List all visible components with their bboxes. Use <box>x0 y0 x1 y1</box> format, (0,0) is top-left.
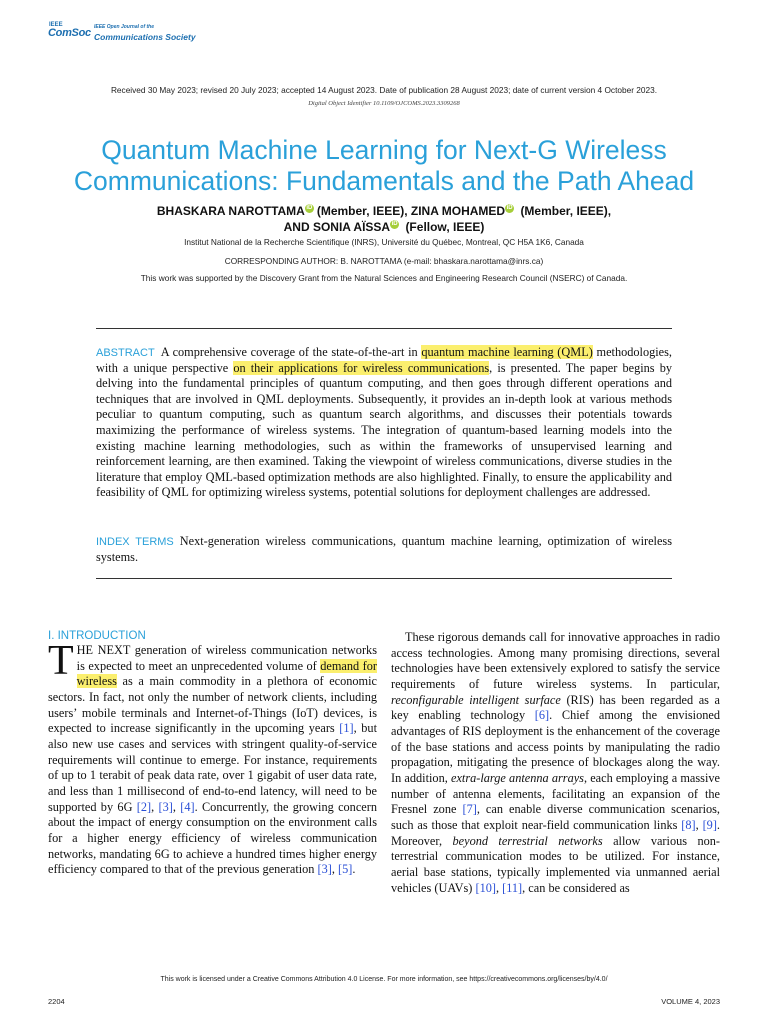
body-highlight[interactable]: demand for wireless <box>76 658 377 689</box>
citation-link[interactable]: [3] <box>317 862 332 877</box>
orcid-icon[interactable]: iD <box>506 205 513 211</box>
logo-comsoc-text: ComSoc <box>48 27 91 39</box>
index-terms-label: INDEX TERMS <box>96 536 174 548</box>
logo-ieee-text: IEEE <box>49 22 63 28</box>
body-text: . Chief among the envisioned advantages of RIS deployment is the enhancement of the coverage of the base stations and access points by manipulating the radio propagation, mitigating the presence of blockages along the way. In addition, <box>391 708 720 785</box>
abstract-text-2: methodologies, with a unique perspective <box>96 345 672 375</box>
paper-title <box>0 135 768 197</box>
body-text: , can enable diverse communication scenarios, such as those that exploit near-field communication links <box>391 802 720 832</box>
abstract-text-3: , is presented. The paper begins by delving into the fundamental principles of quantum computing, and then goes through different operations and techniques that are involved in QML deployments. Subsequently, it provides an in-depth look at various methods peculiar to quantum computing, such as quantum search algorithms, and discusses their potentials towards maximizing the performance of wireless systems. The integration of quantum-based learning models into the existing machine learning methodologies, such as within the frameworks of unsupervised learning and reinforcement learning, are then examined. Taking the viewpoint of wireless communications, diverse studies in the literature that employ QML-based optimization methods are also highlighted. Finally, to ensure the applicability and feasibility of QML for optimizing wireless systems, potential solutions for deployment challenges are addressed. <box>96 360 672 500</box>
abstract-highlight-2[interactable]: on their applications for wireless communications <box>233 360 490 375</box>
received-dates: Received 30 May 2023; revised 20 July 2023; accepted 14 August 2023. Date of publication 28 August 2023; date of current version 4 October 2023. <box>110 85 658 95</box>
body-italic: reconfigurable intelligent surface <box>391 692 561 707</box>
abstract <box>96 345 672 501</box>
body-text: allow various non-terrestrial communication modes to be utilized. For instance, aerial base stations, typically implemented via unmanned aerial vehicles (UAVs) <box>391 833 720 895</box>
body-column-right <box>391 630 720 896</box>
abstract-label: ABSTRACT <box>96 347 155 359</box>
body-italic: beyond terrestrial networks <box>452 833 603 848</box>
divider-top <box>96 328 672 329</box>
body-text: , can be considered as <box>522 880 630 895</box>
paper-title-line2: Communications: Fundamentals and the Path Ahead <box>73 166 695 196</box>
orcid-icon[interactable]: iD <box>306 205 313 211</box>
body-column-left <box>48 630 377 878</box>
citation-link[interactable]: [11] <box>502 880 523 895</box>
citation-link[interactable]: [7] <box>462 802 477 817</box>
citation-link[interactable]: [8] <box>681 817 696 832</box>
orcid-icon[interactable]: iD <box>391 220 398 227</box>
author-role-2: (Member, IEEE), <box>520 204 612 218</box>
index-terms <box>96 534 672 565</box>
journal-name-line2: Communications Society <box>94 32 196 42</box>
body-text: . Moreover, <box>391 817 720 848</box>
citation-link[interactable]: [9] <box>702 817 717 832</box>
section-heading: I. INTRODUCTION <box>48 630 146 642</box>
citation-link[interactable]: [3] <box>158 799 173 814</box>
corresponding-author: CORRESPONDING AUTHOR: B. NAROTTAMA (e-mail: bhaskara.narottama@inrs.ca) <box>224 256 544 266</box>
body-text: , but also new use cases and services with stringent quality-of-service requirements will continue to emerge. For instance, requirements of up to 1 terabit of peak data rate, over 1 gigabit of user data rate, and less than 1 millisecond of end-to-end latency, will need to be supported by 6G <box>48 721 377 814</box>
author-list <box>0 204 768 235</box>
citation-link[interactable]: [10] <box>475 880 496 895</box>
body-text: as a main commodity in a plethora of economic sectors. In fact, not only the number of network clients, including users’ mobile terminals and Internet-of-Things (IoT) devices, is expected to increase significantly in the upcoming years <box>48 674 377 736</box>
funding-note: This work was supported by the Discovery Grant from the Natural Sciences and Engineering Research Council (NSERC) of Canada. <box>140 273 628 283</box>
comsoc-logo-mark <box>48 22 91 42</box>
body-text: . Concurrently, the growing concern about the impact of energy consumption on the environment calls for a higher energy efficiency of wireless communication networks, mandating 6G to achieve a hundred times higher energy efficiency compared to that of the previous generation <box>48 799 377 877</box>
citation-link[interactable]: [6] <box>534 708 550 723</box>
abstract-text-1: A comprehensive coverage of the state-of-the-art in <box>160 345 422 359</box>
author-role-3: (Fellow, IEEE) <box>405 219 485 234</box>
citation-link[interactable]: [2] <box>136 799 152 814</box>
author-name-1: BHASKARA NAROTTAMA <box>156 204 305 218</box>
license-notice: This work is licensed under a Creative Commons Attribution 4.0 License. For more information, see https://creativecommons.org/licenses/by/4.0/ <box>160 976 608 983</box>
body-text: , each employing a massive number of antenna elements, facilitating an expansion of the Fresnel zone <box>391 770 720 817</box>
body-text: (RIS) has been regarded as a key enabling technology <box>391 692 720 723</box>
journal-logo <box>48 24 196 42</box>
drop-cap: T <box>48 638 74 684</box>
doi-line[interactable]: Digital Object Identifier 10.1109/OJCOMS.2023.3309268 <box>308 100 460 107</box>
intro-paragraph-2: These rigorous demands call for innovative approaches in radio access technologies. Among many promising directions, several technologies have been extensively explored to satisfy the service requirements of future wireless systems. In particular, reconfigurable intelligent surface (RIS) has been regarded as a key enabling technology [6]. Chief among the envisioned advantages of RIS deployment is the enhancement of the coverage of the base stations and access points by manipulating the radio propagation, mitigating the presence of blockages along the way. In addition, extra-large antenna arrays, each employing a massive number of antenna elements, facilitating an expansion of the Fresnel zone [7], can enable diverse communication scenarios, such as those that exploit near-field communication links [8], [9]. Moreover, beyond terrestrial networks allow various non-terrestrial communication modes to be utilized. For instance, aerial base stations, typically implemented via unmanned aerial vehicles (UAVs) [10], [11], can be considered as <box>391 630 720 895</box>
divider-bottom <box>96 578 672 579</box>
abstract-highlight-1[interactable]: quantum machine learning (QML) <box>421 345 593 359</box>
author-role-1: (Member, IEEE), ZINA MOHAMED <box>316 204 506 218</box>
citation-link[interactable]: [5] <box>338 862 353 877</box>
body-text: These rigorous demands call for innovative approaches in radio access technologies. Among many promising directions, several technologies have been extensively explored to satisfy the service requirements of future wireless systems. In particular, <box>391 630 720 691</box>
intro-paragraph-1: THE NEXT generation of wireless communication networks is expected to meet an unprecedented volume of demand for wireless as a main commodity in a plethora of economic sectors. In fact, not only the number of network clients, including users’ mobile terminals and Internet-of-Things (IoT) devices, is expected to increase significantly in the upcoming years [1], but also new use cases and services with stringent quality-of-service requirements will continue to emerge. For instance, requirements of up to 1 terabit of peak data rate, over 1 gigabit of user data rate, and less than 1 millisecond of end-to-end latency, will need to be supported by 6G [2], [3], [4]. Concurrently, the growing concern about the impact of energy consumption on the environment calls for a higher energy efficiency of wireless communication networks, mandating 6G to achieve a hundred times higher energy efficiency compared to that of the previous generation [3], [5]. <box>48 638 377 877</box>
paper-title-line1: Quantum Machine Learning for Next-G Wireless <box>101 135 667 165</box>
citation-link[interactable]: [4] <box>180 799 195 814</box>
journal-name-line1: IEEE Open Journal of the <box>94 24 155 30</box>
citation-link[interactable]: [1] <box>339 721 354 736</box>
page-number: 2204 <box>48 997 65 1006</box>
volume-label: VOLUME 4, 2023 <box>661 997 720 1006</box>
index-terms-text: Next-generation wireless communications, quantum machine learning, optimization of wireless systems. <box>96 534 672 564</box>
author-name-3: AND SONIA AÏSSA <box>283 219 391 234</box>
body-text: HE NEXT generation of wireless communication networks is expected to meet an unprecedented volume of <box>76 643 377 673</box>
affiliation: Institut National de la Recherche Scientifique (INRS), Université du Québec, Montreal, QC H5A 1K6, Canada <box>184 237 584 247</box>
body-italic: extra-large antenna arrays <box>451 770 584 785</box>
